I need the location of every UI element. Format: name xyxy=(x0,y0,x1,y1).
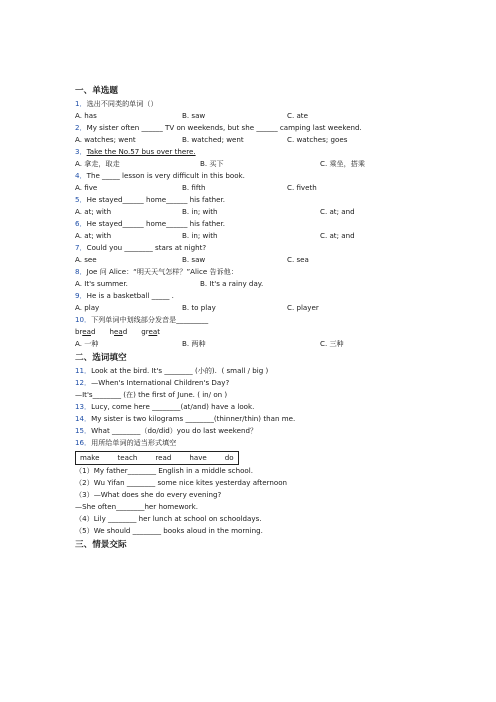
word-bank-item: teach xyxy=(117,453,138,462)
option-b[interactable]: B. in; with xyxy=(182,207,218,216)
question-text: My sister is two kilograms ________(thinner/thin) than me. xyxy=(91,414,296,423)
question-text: 用所给单词的适当形式填空 xyxy=(91,438,177,447)
question-text: My sister often ______ TV on weekends, but she ______ camping last weekend. xyxy=(86,123,362,132)
question-number: 13． xyxy=(75,402,92,411)
word-bank-item: make xyxy=(80,453,100,462)
question-10 xyxy=(75,314,435,326)
option-c[interactable]: C. watches; goes xyxy=(287,135,348,144)
question-2-options xyxy=(75,134,435,146)
sub-question-5: （5）We should ________ books aloud in the morning. xyxy=(75,526,263,535)
option-c[interactable]: C. player xyxy=(287,303,319,312)
section-heading-fill-in: 二、选词填空 xyxy=(75,353,127,363)
question-number: 12． xyxy=(75,378,92,387)
question-text: Could you ________ stars at night? xyxy=(86,243,207,252)
question-6 xyxy=(75,218,435,230)
option-b[interactable]: B. watched; went xyxy=(182,135,244,144)
question-number: 5． xyxy=(75,195,87,204)
question-12 xyxy=(75,377,435,389)
question-text: The _____ lesson is very difficult in this book. xyxy=(86,171,245,180)
option-b[interactable]: B. It's a rainy day. xyxy=(200,279,264,288)
question-9 xyxy=(75,290,435,302)
option-b[interactable]: B. in; with xyxy=(182,231,218,240)
question-text: He is a basketball _____ . xyxy=(86,291,174,300)
option-b[interactable]: B. saw xyxy=(182,111,206,120)
question-number: 8． xyxy=(75,267,87,276)
option-c[interactable]: C. at; and xyxy=(320,231,355,240)
question-3-options xyxy=(75,158,435,170)
question-text: —When's International Children's Day? xyxy=(91,378,230,387)
question-text: 下列单词中划线部分发音是_________ xyxy=(91,315,209,324)
worksheet xyxy=(75,83,435,552)
option-b[interactable]: B. to play xyxy=(182,303,216,312)
sub-question-3-answer: —She often________her homework. xyxy=(75,502,199,511)
question-8-options xyxy=(75,278,435,290)
option-c[interactable]: C. ate xyxy=(287,111,308,120)
question-text: What ________（do/did）you do last weekend？ xyxy=(91,426,258,435)
option-b[interactable]: B. 买下 xyxy=(200,159,224,168)
question-12-answer-line: —It's________ (在) the first of June. ( in/ on ) xyxy=(75,390,228,399)
question-4 xyxy=(75,170,435,182)
sub-question-2: （2）Wu Yifan ________ some nice kites yesterday afternoon xyxy=(75,478,288,487)
question-text: Look at the bird. It's ________ (小的). ( small / big ) xyxy=(91,366,269,375)
option-a[interactable]: A. at; with xyxy=(75,231,112,240)
question-5-options xyxy=(75,206,435,218)
question-number: 2． xyxy=(75,123,87,132)
question-16 xyxy=(75,437,435,449)
question-8 xyxy=(75,266,435,278)
question-7-options xyxy=(75,254,435,266)
question-6-options xyxy=(75,230,435,242)
question-number: 10． xyxy=(75,315,92,324)
option-a[interactable]: A. at; with xyxy=(75,207,112,216)
question-5 xyxy=(75,194,435,206)
word-great: great xyxy=(141,327,161,336)
option-b[interactable]: B. saw xyxy=(182,255,206,264)
word-bank-box xyxy=(75,451,239,465)
option-a[interactable]: A. watches; went xyxy=(75,135,136,144)
question-text: He stayed______ home______ his father. xyxy=(86,195,226,204)
question-2 xyxy=(75,122,435,134)
option-c[interactable]: C. fiveth xyxy=(287,183,317,192)
question-number: 9． xyxy=(75,291,87,300)
question-1-options xyxy=(75,110,435,122)
sub-question-1: （1）My father________ English in a middle school. xyxy=(75,466,253,475)
word-bank-row xyxy=(75,449,435,465)
question-1 xyxy=(75,98,435,110)
word-head: head xyxy=(109,327,128,336)
question-text: Joe 问 Alice：“明天天气怎样？”Alice 告诉他： xyxy=(86,267,238,276)
word-bank-item: have xyxy=(189,453,207,462)
question-number: 1． xyxy=(75,99,87,108)
question-7 xyxy=(75,242,435,254)
word-bank-item: read xyxy=(155,453,172,462)
question-13 xyxy=(75,401,435,413)
option-c[interactable]: C. 乘坐，搭乘 xyxy=(320,159,365,168)
option-c[interactable]: C. sea xyxy=(287,255,309,264)
question-number: 11． xyxy=(75,366,92,375)
question-9-options xyxy=(75,302,435,314)
question-11 xyxy=(75,365,435,377)
option-b[interactable]: B. 两种 xyxy=(182,339,206,348)
question-10-words xyxy=(75,326,435,338)
question-15 xyxy=(75,425,435,437)
question-number: 16． xyxy=(75,438,92,447)
question-10-options xyxy=(75,338,435,350)
question-text: 选出不同类的单词（） xyxy=(86,99,158,108)
sub-question-4: （4）Lily ________ her lunch at school on schooldays. xyxy=(75,514,262,523)
question-text: He stayed______ home______ his father. xyxy=(86,219,226,228)
question-number: 4． xyxy=(75,171,87,180)
option-a[interactable]: A. five xyxy=(75,183,98,192)
question-number: 15． xyxy=(75,426,92,435)
section-heading-dialogue: 三、情景交际 xyxy=(75,540,127,550)
question-text: Lucy, come here ________(at/and) have a look. xyxy=(91,402,255,411)
option-c[interactable]: C. at; and xyxy=(320,207,355,216)
question-number: 7． xyxy=(75,243,87,252)
option-a[interactable]: A. It's summer. xyxy=(75,279,128,288)
question-3 xyxy=(75,146,435,158)
sub-question-3: （3）—What does she do every evening? xyxy=(75,490,222,499)
question-14 xyxy=(75,413,435,425)
option-a[interactable]: A. play xyxy=(75,303,100,312)
question-number: 6． xyxy=(75,219,87,228)
option-a[interactable]: A. 拿走，取走 xyxy=(75,159,120,168)
question-text: Take the No.57 bus over there. xyxy=(86,147,196,156)
question-number: 14． xyxy=(75,414,92,423)
option-a[interactable]: A. see xyxy=(75,255,97,264)
question-number: 3． xyxy=(75,147,87,156)
section-heading-single-choice: 一、单选题 xyxy=(75,86,118,96)
option-a[interactable]: A. has xyxy=(75,111,97,120)
option-c[interactable]: C. 三种 xyxy=(320,339,344,348)
option-b[interactable]: B. fifth xyxy=(182,183,206,192)
word-bread: bread xyxy=(75,327,96,336)
word-bank-item: do xyxy=(224,453,234,462)
option-a[interactable]: A. 一种 xyxy=(75,339,99,348)
question-4-options xyxy=(75,182,435,194)
